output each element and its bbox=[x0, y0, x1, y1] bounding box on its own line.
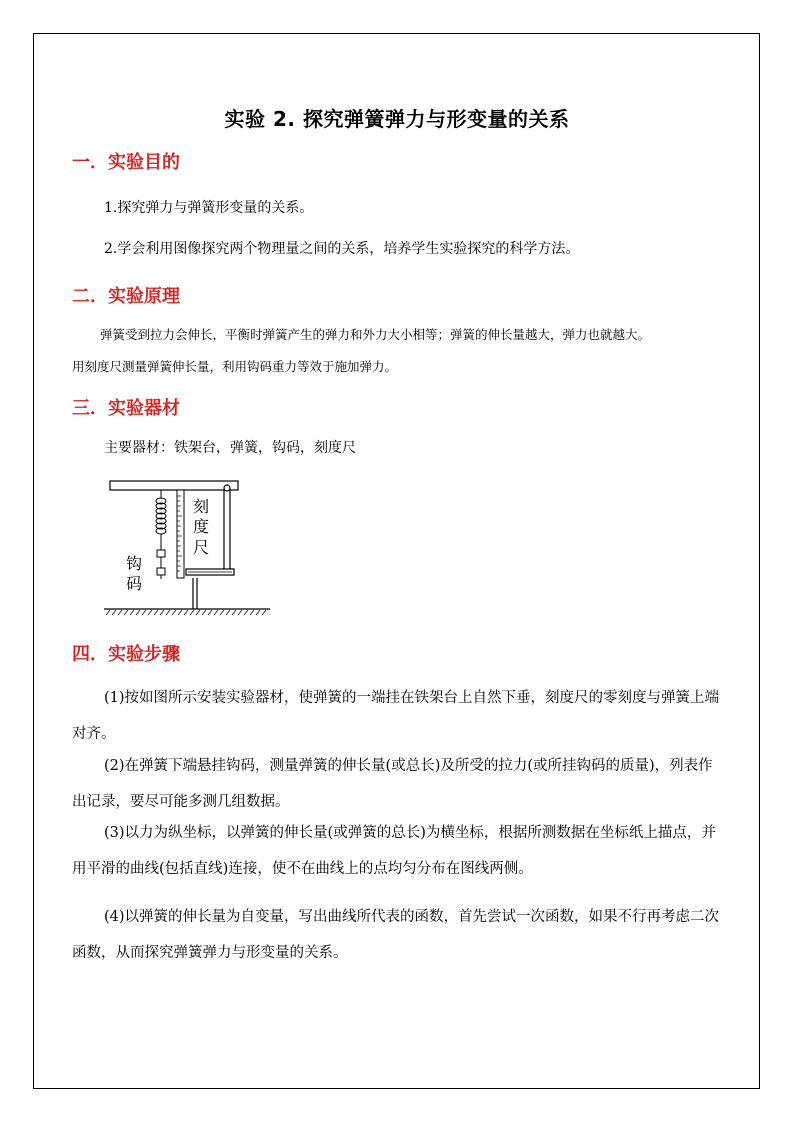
equipment-line: 主要器材：铁架台，弹簧，钩码，刻度尺 bbox=[104, 440, 356, 456]
spring bbox=[156, 490, 166, 547]
principle-line-1: 弹簧受到拉力会伸长，平衡时弹簧产生的弹力和外力大小相等；弹簧的伸长量越大，弹力也就越大。 bbox=[100, 327, 651, 342]
ruler-label-char-2: 度 bbox=[193, 517, 210, 536]
section-heading-principle: 二．实验原理 bbox=[72, 286, 180, 307]
weight-label-char-1: 钩 bbox=[126, 554, 143, 573]
section-heading-steps: 四．实验步骤 bbox=[72, 644, 180, 665]
apparatus-figure bbox=[100, 476, 275, 618]
section-heading-purpose: 一．实验目的 bbox=[72, 152, 180, 173]
iron-stand-crossbar bbox=[110, 481, 238, 490]
step-3: (3)以力为纵坐标，以弹簧的伸长量(或弹簧的总长)为横坐标，根据所测数据在坐标纸上描点，并用平滑的曲线(包括直线)连接，使不在曲线上的点均匀分布在图线两侧。 bbox=[72, 825, 716, 877]
page-title: 实验 2. 探究弹簧弹力与形变量的关系 bbox=[224, 107, 570, 131]
weight-label-char-2: 码 bbox=[126, 574, 143, 593]
ruler bbox=[177, 490, 184, 578]
purpose-line-2: 2.学会利用图像探究两个物理量之间的关系，培养学生实验探究的科学方法。 bbox=[104, 241, 580, 257]
ground-hatching bbox=[106, 610, 266, 615]
principle-line-2: 用刻度尺测量弹簧伸长量，利用钩码重力等效于施加弹力。 bbox=[72, 359, 398, 374]
section-heading-equipment: 三．实验器材 bbox=[72, 398, 180, 419]
ruler-label-char-3: 尺 bbox=[193, 538, 210, 557]
hook-weights bbox=[157, 547, 165, 579]
step-1: (1)按如图所示安装实验器材，使弹簧的一端挂在铁架台上自然下垂，刻度尺的零刻度与弹簧上端对齐。 bbox=[72, 690, 720, 742]
ruler-label-char-1: 刻 bbox=[193, 497, 210, 516]
clamp-knob bbox=[224, 485, 230, 491]
step-2: (2)在弹簧下端悬挂钩码，测量弹簧的伸长量(或总长)及所受的拉力(或所挂钩码的质量)，列表作出记录，要尽可能多测几组数据。 bbox=[72, 758, 713, 810]
purpose-line-1: 1.探究弹力与弹簧形变量的关系。 bbox=[104, 200, 314, 216]
step-4: (4)以弹簧的伸长量为自变量，写出曲线所代表的函数，首先尝试一次函数，如果不行再考虑二次函数，从而探究弹簧弹力与形变量的关系。 bbox=[72, 909, 720, 961]
